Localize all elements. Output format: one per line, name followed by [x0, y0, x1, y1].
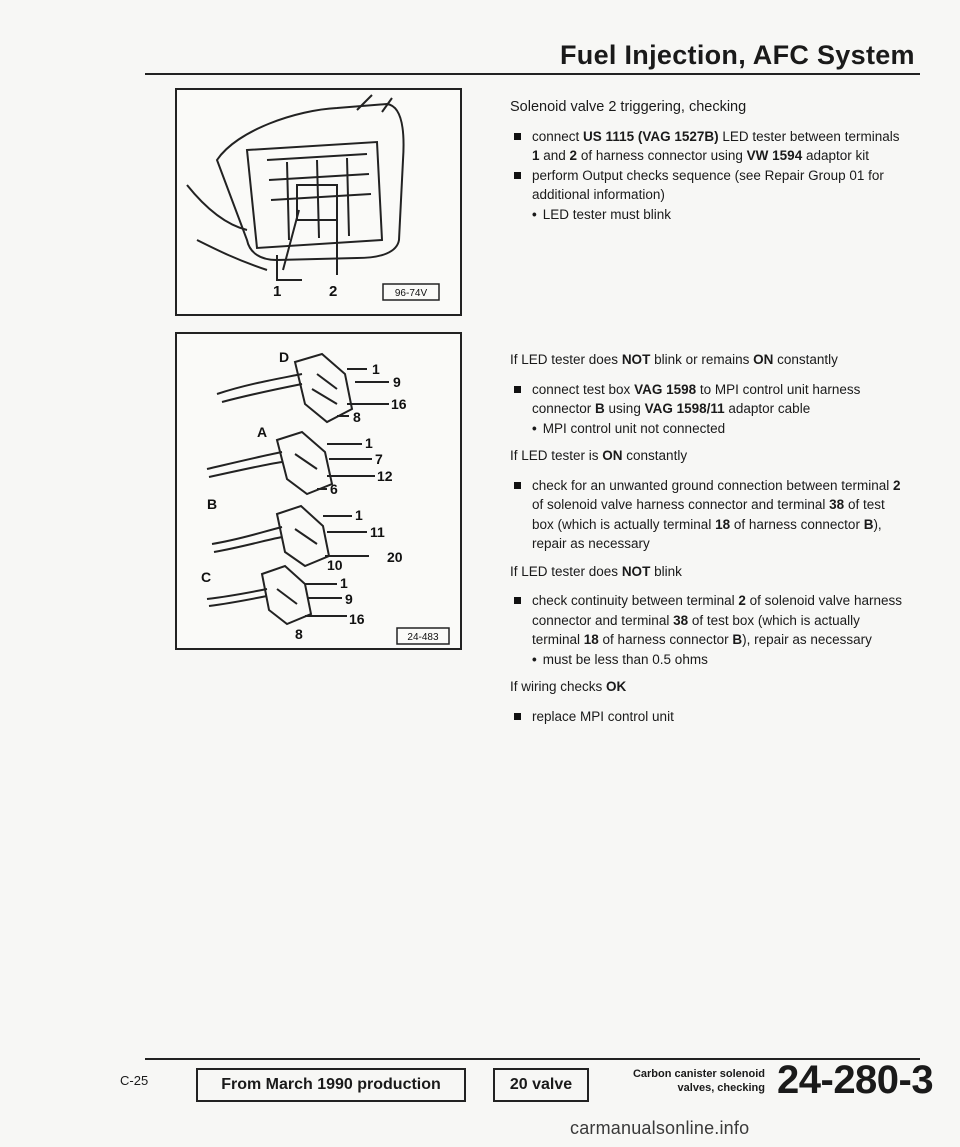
connector-c-label: C — [201, 569, 212, 585]
figure-ref-2: 24-483 — [407, 632, 439, 643]
connector-a-pin-6: 6 — [330, 481, 338, 497]
footer-caption — [605, 1067, 765, 1095]
callout-2: 2 — [329, 283, 338, 300]
connector-b-pin-10: 10 — [327, 557, 343, 573]
procedure-text — [510, 98, 910, 726]
solenoid-valve-illustration — [177, 90, 460, 314]
harness-connectors-illustration — [177, 334, 460, 648]
connector-d-pin-16: 16 — [391, 396, 407, 412]
header-rule — [145, 73, 920, 75]
figure-harness-connectors — [175, 332, 462, 650]
connector-d-pin-1: 1 — [372, 361, 380, 377]
footer-caption-line-1: Carbon canister solenoid — [632, 1068, 765, 1080]
step-connect-test-box: connect test box VAG 1598 to MPI control unit harness connector B using VAG 1598/11 adaptor cable — [510, 380, 910, 419]
connector-a-pin-1: 1 — [365, 435, 373, 451]
page-code: C-25 — [120, 1073, 149, 1088]
engine-variant-box: 20 valve — [493, 1068, 589, 1102]
note-resistance: • must be less than 0.5 ohms — [532, 651, 708, 667]
note-led-blink: • LED tester must blink — [532, 206, 672, 222]
connector-b-label: B — [207, 496, 218, 512]
connector-c-pin-9: 9 — [345, 591, 353, 607]
figure-ref-1: 96-74V — [394, 288, 428, 299]
connector-c-pin-8: 8 — [295, 626, 303, 642]
step-check-ground: check for an unwanted ground connection between terminal 2 of solenoid valve harness connector and terminal 38 of test box (which is actually terminal 18 of harness connector B), repair as necessary — [510, 476, 910, 554]
watermark: carmanualsonline.info — [570, 1118, 750, 1138]
condition-wiring-ok: If wiring checks OK — [510, 679, 627, 694]
connector-c-pin-1: 1 — [340, 575, 348, 591]
connector-a-pin-12: 12 — [377, 468, 393, 484]
figure-solenoid-valve-connector — [175, 88, 462, 316]
connector-c-pin-16: 16 — [349, 611, 365, 627]
condition-not-blink-or-on: If LED tester does NOT blink or remains ON constantly — [510, 352, 838, 367]
connector-a-pin-7: 7 — [375, 451, 383, 467]
step-check-continuity: check continuity between terminal 2 of solenoid valve harness connector and terminal 38 of test box (which is actually terminal 18 of harness connector B), repair as necessary — [510, 591, 910, 650]
callout-1: 1 — [273, 283, 282, 300]
connector-d-pin-9: 9 — [393, 374, 401, 390]
page-number: 24-280-3 — [777, 1058, 934, 1102]
note-mpi-not-connected: • MPI control unit not connected — [532, 420, 726, 436]
connector-d-pin-8: 8 — [353, 409, 361, 425]
connector-b-pin-20: 20 — [387, 549, 403, 565]
condition-led-on: If LED tester is ON constantly — [510, 448, 688, 463]
connector-d-label: D — [279, 349, 290, 365]
connector-b-pin-11: 11 — [370, 524, 385, 540]
step-connect-led-tester: connect US 1115 (VAG 1527B) LED tester between terminals 1 and 2 of harness connector using VW 1594 adaptor kit — [510, 127, 910, 166]
condition-not-blink: If LED tester does NOT blink — [510, 563, 682, 579]
production-applicability-box: From March 1990 production — [196, 1068, 466, 1102]
footer-caption-line-2: valves, checking — [677, 1082, 765, 1094]
page-title: Fuel Injection, AFC System — [560, 40, 915, 70]
step-output-checks: perform Output checks sequence (see Repair Group 01 for additional information) — [510, 166, 910, 205]
connector-a-label: A — [257, 424, 268, 440]
connector-b-pin-1: 1 — [355, 507, 363, 523]
step-replace-control-unit: replace MPI control unit — [510, 707, 910, 727]
section-heading: Solenoid valve 2 triggering, checking — [510, 99, 747, 115]
